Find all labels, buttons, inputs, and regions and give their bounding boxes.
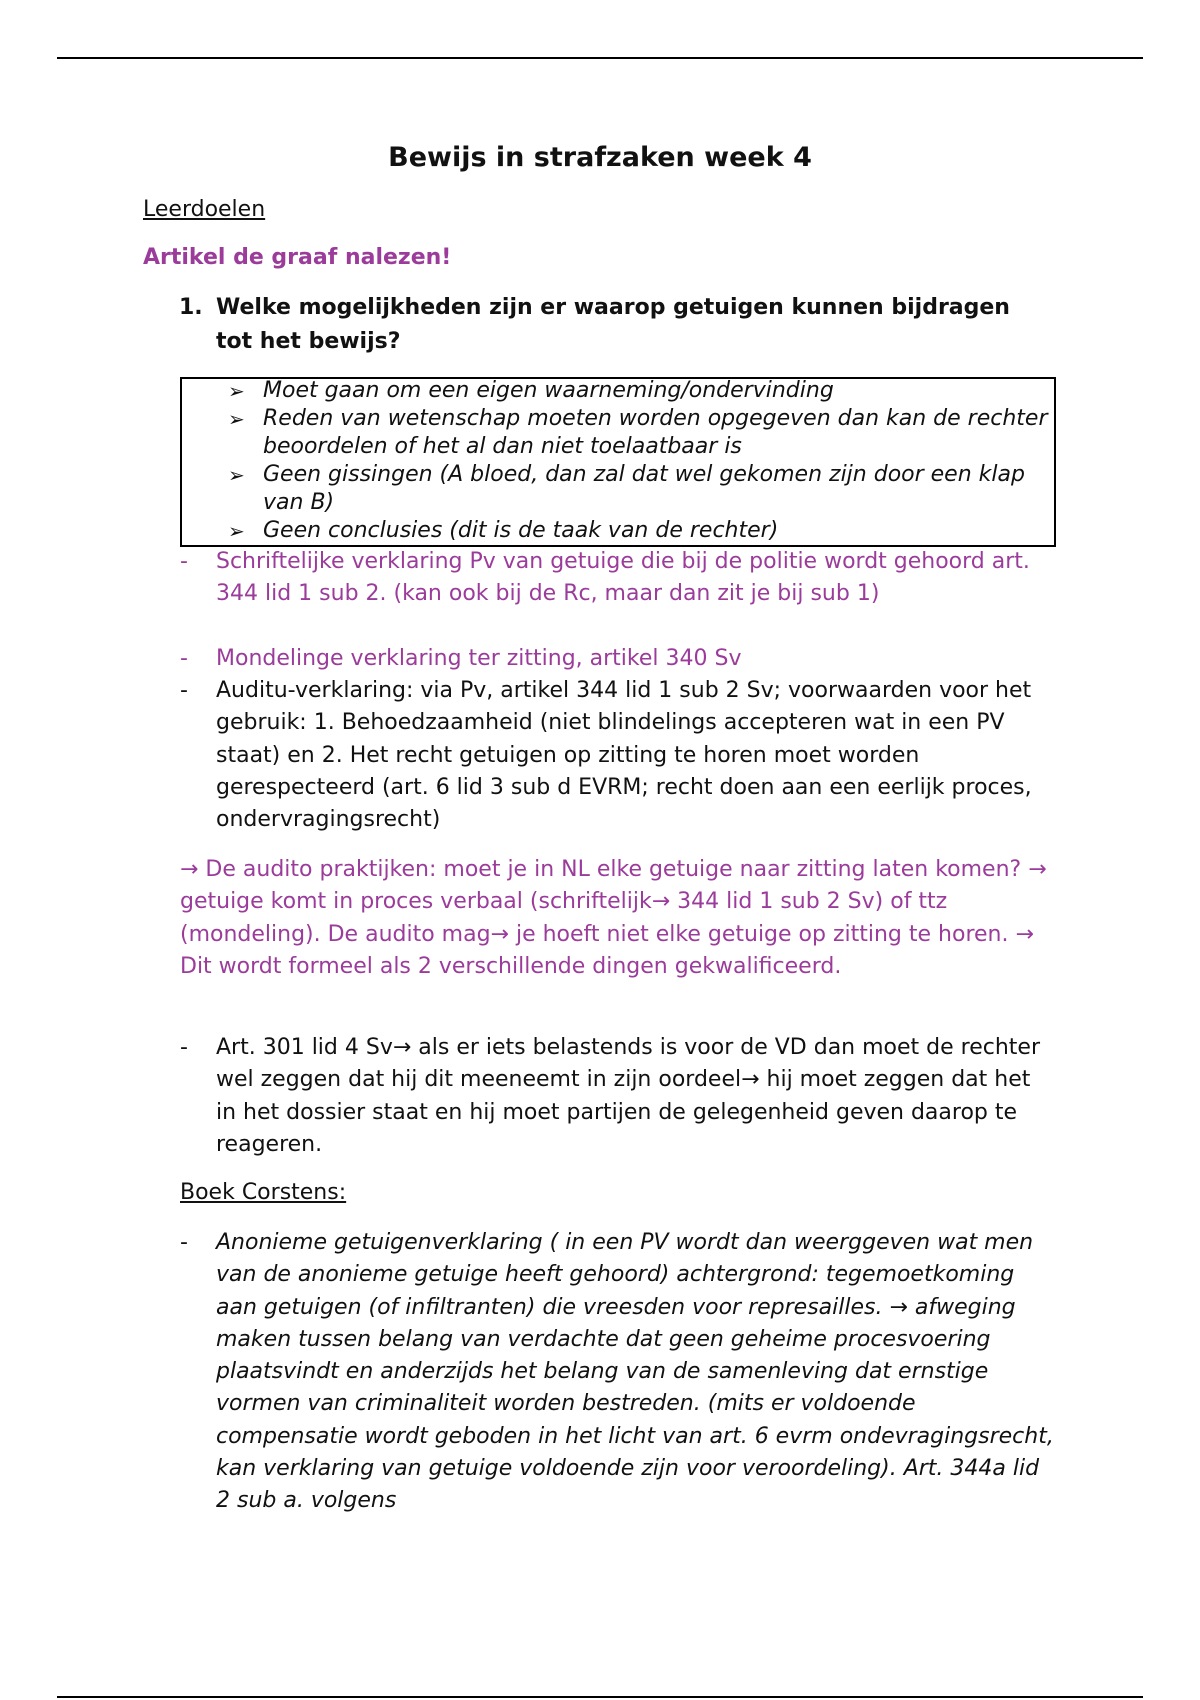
- bullet-arrow-icon: ➢: [228, 379, 245, 403]
- leerdoelen-heading: Leerdoelen: [143, 197, 266, 222]
- box-item: Reden van wetenschap moeten worden opgegeven dan kan de rechter beoordelen of het al dan niet toelaatbaar is: [263, 406, 1048, 459]
- boek-corstens-heading: Boek Corstens:: [180, 1180, 347, 1205]
- question-text: Welke mogelijkheden zijn er waarop getuigen kunnen bijdragen tot het bewijs?: [216, 295, 1010, 354]
- question-number: 1.: [179, 295, 203, 320]
- bullet-arrow-icon: ➢: [228, 519, 245, 543]
- box-item: Moet gaan om een eigen waarneming/ondervinding: [263, 378, 834, 403]
- box-item: Geen gissingen (A bloed, dan zal dat wel gekomen zijn door een klap van B): [263, 462, 1025, 515]
- dash-marker: -: [180, 678, 188, 703]
- list-item-schriftelijk: Schriftelijke verklaring Pv van getuige die bij de politie wordt gehoord art. 344 lid 1 sub 2. (kan ook bij de Rc, maar dan zit je bij sub 1): [216, 549, 1030, 607]
- dash-marker: -: [180, 1035, 188, 1060]
- dash-marker: -: [180, 549, 188, 574]
- list-item-mondeling: Mondelinge verklaring ter zitting, artikel 340 Sv: [216, 646, 742, 671]
- page-title: Bewijs in strafzaken week 4: [388, 142, 812, 173]
- audito-paragraph: → De audito praktijken: moet je in NL elke getuige naar zitting laten komen? → getuige komt in proces verbaal (schriftelijk→ 344 lid 1 sub 2 Sv) of ttz (mondeling). De audito mag→ je hoeft niet elke getuige op zitting te horen. → Dit wordt formeel als 2 verschillende dingen gekwalificeerd.: [180, 857, 1047, 979]
- reading-note: Artikel de graaf nalezen!: [143, 245, 452, 270]
- dash-marker: -: [180, 646, 188, 671]
- top-rule: [57, 57, 1143, 59]
- dash-marker: -: [180, 1230, 188, 1255]
- list-item-anoniem: Anonieme getuigenverklaring ( in een PV wordt dan weerggeven wat men van de anonieme getuige heeft gehoord) achtergrond: tegemoetkoming aan getuigen (of infiltranten) die vreesden voor represailles. → afweging maken tussen belang van verdachte dat geen geheime procesvoering plaatsvindt en anderzijds het belang van de samenleving dat ernstige vormen van criminaliteit worden bestreden. (mits er voldoende compensatie wordt geboden in het licht van art. 6 evrm ondevragingsrecht, kan verklaring van getuige voldoende zijn voor veroordeling). Art. 344a lid 2 sub a. volgens: [216, 1230, 1054, 1514]
- bullet-arrow-icon: ➢: [228, 407, 245, 431]
- list-item-auditu: Auditu-verklaring: via Pv, artikel 344 lid 1 sub 2 Sv; voorwaarden voor het gebruik: 1. Behoedzaamheid (niet blindelings accepteren wat in een PV staat) en 2. Het recht getuigen op zitting te horen moet worden gerespecteerd (art. 6 lid 3 sub d EVRM; recht doen aan een eerlijk proces, ondervragingsrecht): [216, 678, 1032, 833]
- bottom-rule: [57, 1696, 1143, 1698]
- box-item: Geen conclusies (dit is de taak van de rechter): [263, 518, 779, 543]
- bullet-arrow-icon: ➢: [228, 463, 245, 487]
- list-item-art301: Art. 301 lid 4 Sv→ als er iets belastends is voor de VD dan moet de rechter wel zeggen dat hij dit meeneemt in zijn oordeel→ hij moet zeggen dat het in het dossier staat en hij moet partijen de gelegenheid geven daarop te reageren.: [216, 1035, 1040, 1157]
